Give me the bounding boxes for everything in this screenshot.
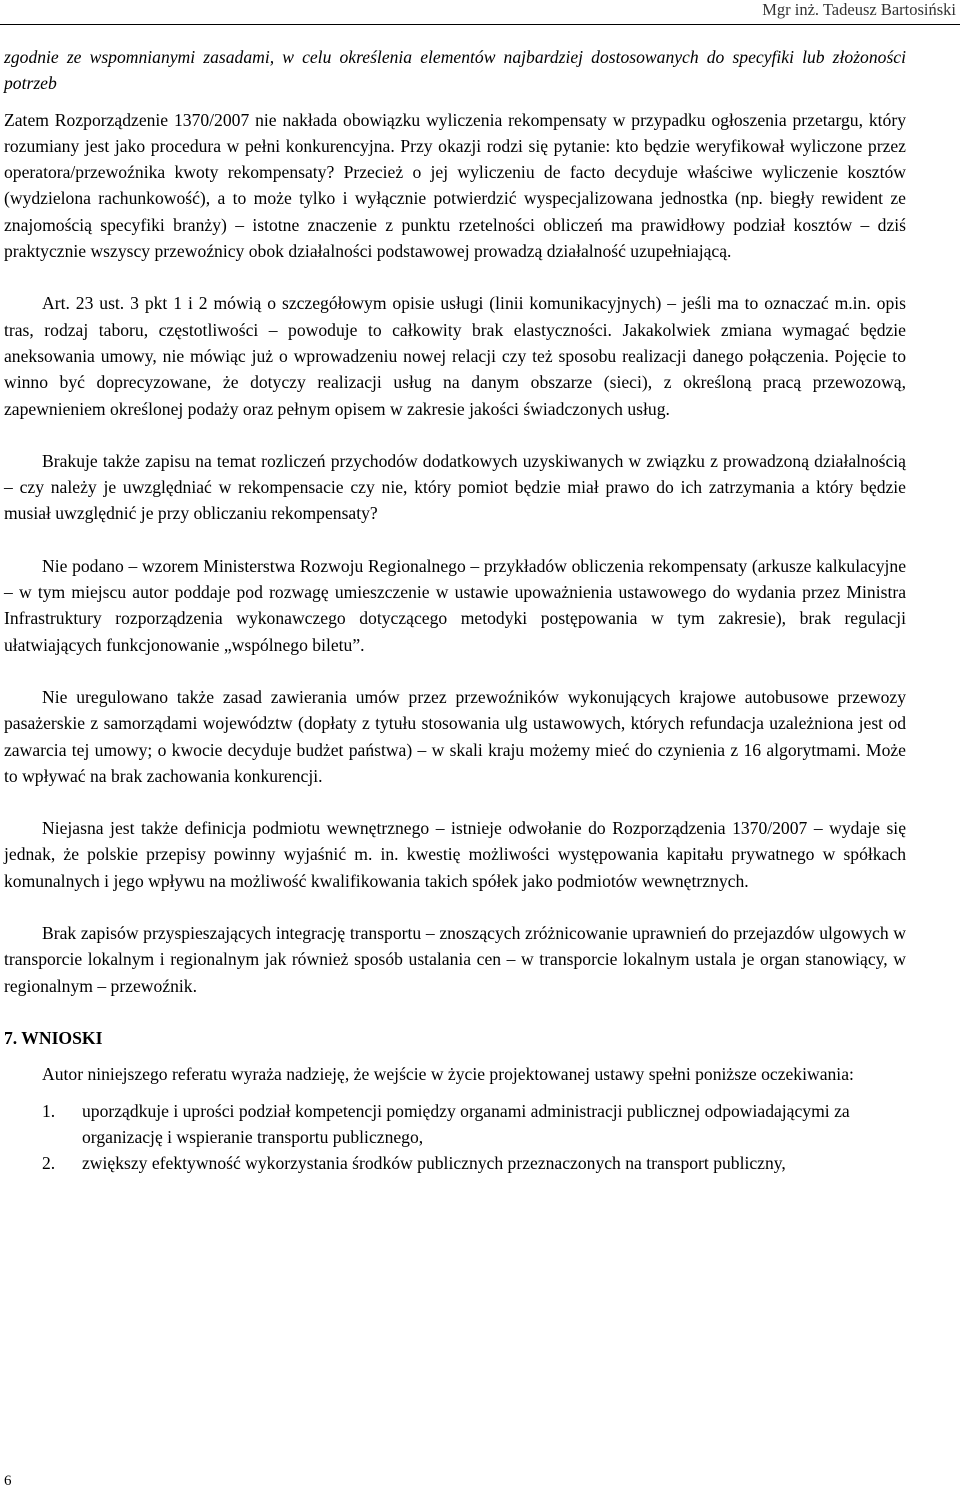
paragraph-przychody: Brakuje także zapisu na temat rozliczeń przychodów dodatkowych uzyskiwanych w związku z prowadzoną działalnością – czy należy je uwzględniać w rekompensacie czy nie, który pomiot będzie miał prawo do ich zatrzymania a który będzie musiał uwzględnić je przy obliczaniu rekompensaty? bbox=[4, 450, 906, 524]
paragraph-art23: Art. 23 ust. 3 pkt 1 i 2 mówią o szczegółowym opisie usługi (linii komunikacyjnych) – jeśli ma to oznaczać m.in. opis tras, rodzaj taboru, częstotliwości – powoduje to całkowity brak elastyczności. Jakakolwiek zmiana wymagać będzie aneksowania umowy, nie mówiąc już o wprowadzeniu nowej relacji czy też sposobu realizacji danego połączenia. Pojęcie to winno być doprecyzowane, że dotyczy realizacji usług na danym obszarze (sieci), z określoną pracą przewozową, zapewnieniem określonej podaży oraz pełnym opisem w zakresie jakości świadczonych usług. bbox=[4, 293, 906, 419]
header-author: Mgr inż. Tadeusz Bartosiński bbox=[762, 0, 956, 19]
section-intro: Autor niniejszego referatu wyraża nadzieję, że wejście w życie projektowanej ustawy spełni poniższe oczekiwania: bbox=[42, 1064, 854, 1085]
list-item-text: uporządkuje i uprości podział kompetencji pomiędzy organami administracji publicznej odpowiadającymi za organizację i wspieranie transportu publicznego, bbox=[82, 1100, 850, 1147]
list-item-number: 2. bbox=[42, 1153, 56, 1174]
section-heading: 7. WNIOSKI bbox=[4, 1027, 103, 1048]
paragraph-rekompensata: Nie podano – wzorem Ministerstwa Rozwoju Regionalnego – przykładów obliczenia rekompensaty (arkusze kalkulacyjne – w tym miejscu autor poddaje pod rozwagę umieszczenie w ustawie upoważnienia ustawowego do wydania przez Ministra Infrastruktury rozporządzenia wykonawczego dotyczącego metodyki postępowania w tym zakresie), brak regulacji ułatwiających funkcjonowanie „wspólnego biletu”. bbox=[4, 555, 906, 655]
paragraph-rozporzadzenie: Zatem Rozporządzenie 1370/2007 nie nakłada obowiązku wyliczenia rekompensaty w przypadku ogłoszenia przetargu, który rozumiany jest jako procedura w pełni konkurencyjna. Przy okazji rodzi się pytanie: kto będzie weryfikował wyliczone przez operatora/przewoźnika kwoty rekompensaty? Przecież o jej wyliczeniu de facto decyduje właściwe wyliczenie kosztów (wydzielona rachunkowość), a to może tylko i wyłącznie potwierdzić wyspecjalizowana jednostka (np. biegły rewident ze znajomością specyfiki branży) – istotne znaczenie z punktu rzetelności obliczeń ma prawidłowy podział kosztów – dziś praktycznie wszyscy przewoźnicy obok działalności podstawowej prowadzą działalność uzupełniającą. bbox=[4, 109, 906, 262]
page-header bbox=[0, 0, 960, 25]
list-item bbox=[4, 1150, 906, 1176]
list-item-text: zwiększy efektywność wykorzystania środków publicznych przeznaczonych na transport publiczny, bbox=[82, 1153, 786, 1174]
list-item bbox=[4, 1098, 906, 1151]
page-number: 6 bbox=[4, 1473, 12, 1489]
conclusions-list bbox=[4, 1098, 906, 1177]
paragraph-podmiot-wewnetrzny: Niejasna jest także definicja podmiotu wewnętrznego – istnieje odwołanie do Rozporządzenia 1370/2007 – wydaje się jednak, że polskie przepisy powinny wyjaśnić m. in. kwestię możliwości występowania kapitału prywatnego w spółkach komunalnych i jego wpływu na możliwość kwalifikowania takich spółek jako podmiotów wewnętrznych. bbox=[4, 818, 906, 891]
list-item-number: 1. bbox=[42, 1100, 56, 1121]
paragraph-umowy: Nie uregulowano także zasad zawierania umów przez przewoźników wykonujących krajowe autobusowe przewozy pasażerskie z samorządami województw (dopłaty z tytułu stosowania ulg ustawowych, których refundacja uzależniona jest od zawarcia tej umowy; o kwocie decyduje budżet państwa) – w skali kraju możemy mieć do czynienia z 16 algorytmami. Może to wpływać na brak zachowania konkurencji. bbox=[4, 686, 906, 786]
document-body bbox=[4, 44, 906, 1176]
paragraph-integracja: Brak zapisów przyspieszających integrację transportu – znoszących zróżnicowanie uprawnień do przejazdów ulgowych w transporcie lokalnym i regionalnym jak również sposób ustalania cen – w transporcie lokalnym ustala je organ stanowiący, w regionalnym – przewoźnik. bbox=[4, 923, 906, 996]
intro-italic-text: zgodnie ze wspomnianymi zasadami, w celu określenia elementów najbardziej dostosowanych do specyfiki lub złożoności potrzeb bbox=[4, 47, 906, 94]
